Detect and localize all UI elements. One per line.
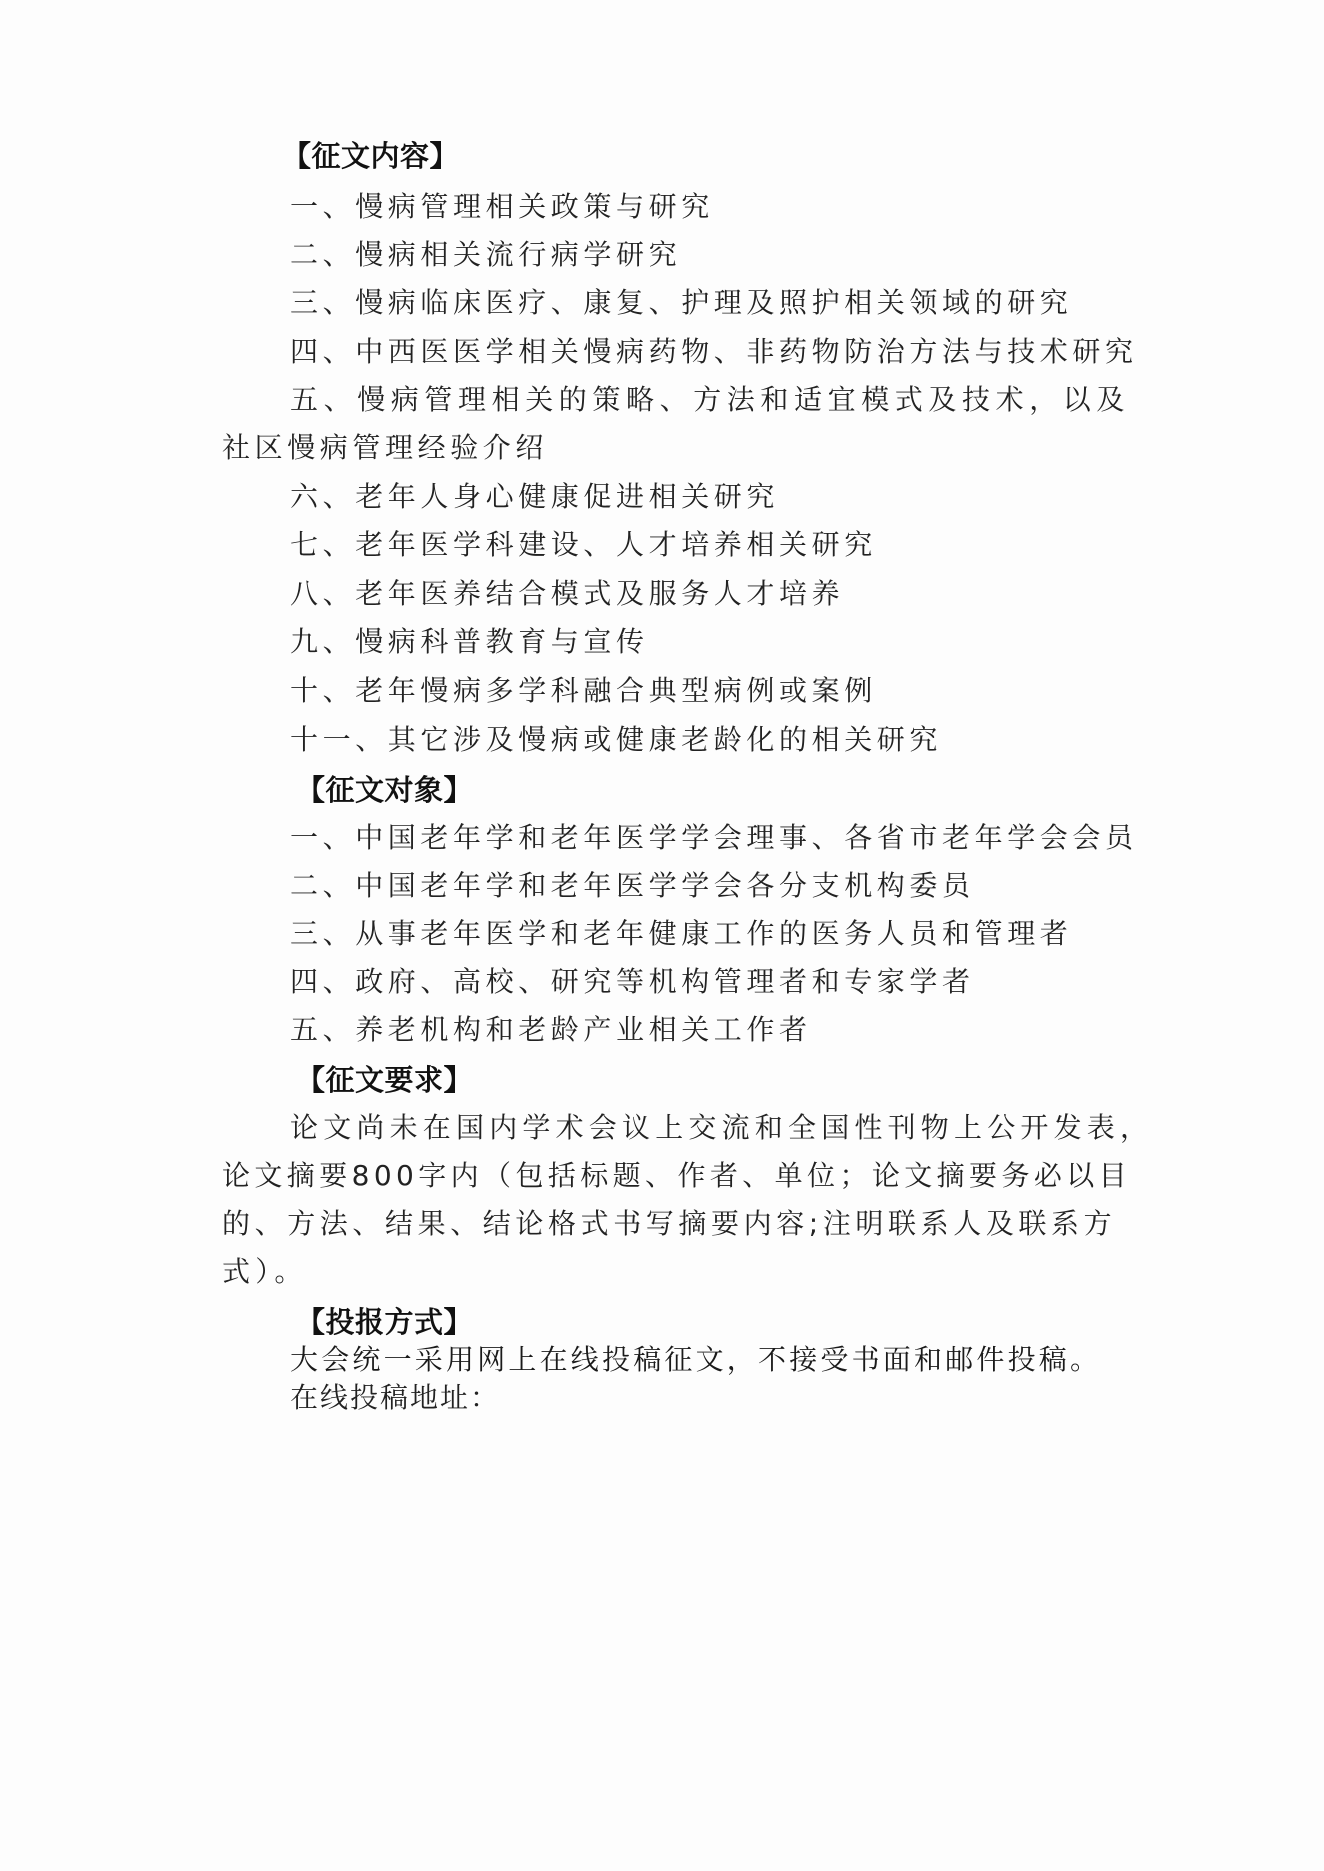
content-item-9: 九、慢病科普教育与宣传 [290, 625, 649, 658]
content-item-1: 一、慢病管理相关政策与研究 [290, 190, 714, 223]
content-item-2: 二、慢病相关流行病学研究 [290, 238, 682, 271]
audience-item-3: 三、从事老年医学和老年健康工作的医务人员和管理者 [290, 917, 1073, 950]
content-item-5: 五、慢病管理相关的策略、方法和适宜模式及技术，以及 [290, 383, 1131, 416]
content-item-8: 八、老年医养结合模式及服务人才培养 [290, 577, 845, 610]
audience-item-2: 二、中国老年学和老年医学学会各分支机构委员 [290, 869, 975, 902]
content-item-11: 十一、其它涉及慢病或健康老龄化的相关研究 [290, 723, 943, 756]
submission-method-text: 大会统一采用网上在线投稿征文，不接受书面和邮件投稿。 [290, 1343, 1102, 1376]
content-item-5-continued: 社区慢病管理经验介绍 [222, 431, 549, 464]
section-heading-submission: 【投报方式】 [296, 1305, 474, 1339]
audience-item-5: 五、养老机构和老龄产业相关工作者 [290, 1013, 812, 1046]
requirements-paragraph-line-1: 论文尚未在国内学术会议上交流和全国性刊物上公开发表， [290, 1111, 1154, 1144]
submission-address-label: 在线投稿地址： [290, 1381, 501, 1414]
section-heading-audience: 【征文对象】 [296, 773, 474, 807]
requirements-paragraph-line-3: 的、方法、结果、结论格式书写摘要内容;注明联系人及联系方 [222, 1207, 1117, 1240]
content-item-3: 三、慢病临床医疗、康复、护理及照护相关领域的研究 [290, 286, 1073, 319]
section-heading-content: 【征文内容】 [282, 139, 460, 173]
audience-item-4: 四、政府、高校、研究等机构管理者和专家学者 [290, 965, 975, 998]
content-item-7: 七、老年医学科建设、人才培养相关研究 [290, 528, 877, 561]
requirements-paragraph-line-4: 式）。 [222, 1255, 308, 1288]
content-item-6: 六、老年人身心健康促进相关研究 [290, 480, 780, 513]
section-heading-requirements: 【征文要求】 [296, 1063, 474, 1097]
content-item-10: 十、老年慢病多学科融合典型病例或案例 [290, 674, 877, 707]
audience-item-1: 一、中国老年学和老年医学学会理事、各省市老年学会会员 [290, 821, 1138, 854]
requirements-paragraph-line-2: 论文摘要800字内（包括标题、作者、单位；论文摘要务必以目 [222, 1159, 1132, 1192]
content-item-4: 四、中西医医学相关慢病药物、非药物防治方法与技术研究 [290, 335, 1138, 368]
